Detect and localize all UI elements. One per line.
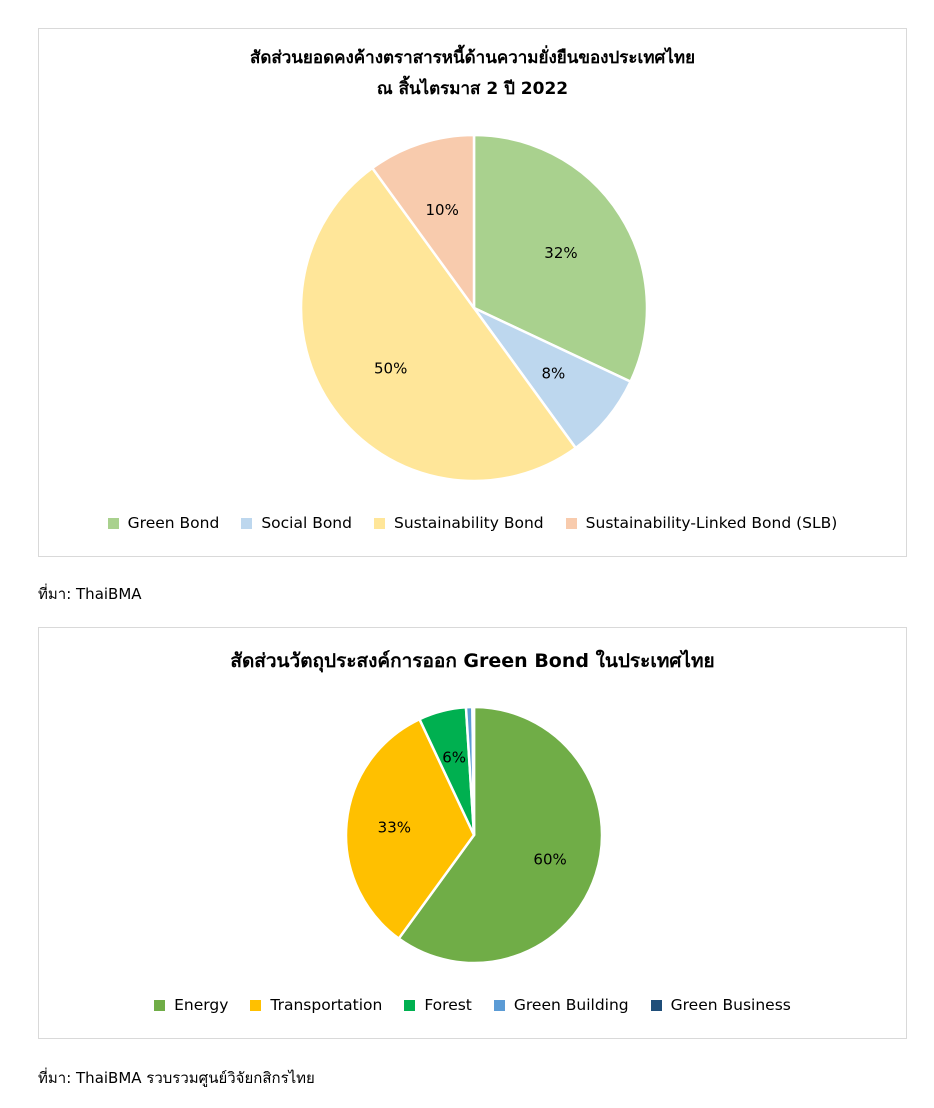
data-label-sustainability-linked-bond-slb: 10% [425,201,459,220]
legend-item-green-building [494,996,629,1014]
legend-item-forest [404,996,472,1014]
legend-item-sustainability-linked-bond-slb [566,514,838,532]
legend-swatch [494,1000,505,1011]
legend-swatch [566,518,577,529]
data-label-sustainability-bond: 50% [373,359,408,378]
legend-swatch [108,518,119,529]
legend-label: Transportation [270,996,383,1014]
legend-label: Green Business [670,996,791,1014]
legend-label: Sustainability Bond [393,514,544,532]
chart-panel-green-bond-purposes [38,627,907,1039]
legend-swatch [651,1000,662,1011]
legend-item-green-business [651,996,791,1014]
chart-legend [39,996,906,1014]
legend-item-green-bond [108,514,220,532]
legend-item-social-bond [241,514,352,532]
pie-chart [39,29,908,509]
legend-swatch [404,1000,415,1011]
data-label-social-bond: 8% [541,364,566,383]
chart-legend [39,514,906,532]
chart-panel-outstanding-sustainable-bonds [38,28,907,557]
legend-label: Forest [424,996,472,1014]
data-label-energy: 60% [533,850,567,869]
source-note: ที่มา: ThaiBMA รวบรวมศูนย์วิจัยกสิกรไทย [38,1069,315,1087]
legend-item-energy [154,996,228,1014]
legend-swatch [250,1000,261,1011]
legend-label: Social Bond [261,514,352,532]
legend-swatch [154,1000,165,1011]
legend-swatch [374,518,385,529]
pie-chart [39,628,908,988]
data-label-transportation: 33% [377,818,412,837]
legend-item-sustainability-bond [374,514,544,532]
chart-subtitle: ณ สิ้นไตรมาส 2 ปี 2022 [376,79,569,99]
legend-label: Energy [174,996,229,1014]
legend-swatch [241,518,252,529]
data-label-forest: 6% [442,748,467,767]
chart-title-line: สัดส่วนวัตถุประสงค์การออก Green Bond ในประเทศไทย [230,650,715,672]
data-label-green-bond: 32% [544,243,578,262]
source-note: ที่มา: ThaiBMA [38,585,142,603]
legend-item-transportation [250,996,382,1014]
pie-slice-green-business [472,707,474,835]
legend-label: Sustainability-Linked Bond (SLB) [585,514,838,532]
chart-title-line: สัดส่วนยอดคงค้างตราสารหนี้ด้านความยั่งยืนของประเทศไทย [249,48,696,68]
legend-label: Green Building [513,996,629,1014]
legend-label: Green Bond [127,514,220,532]
